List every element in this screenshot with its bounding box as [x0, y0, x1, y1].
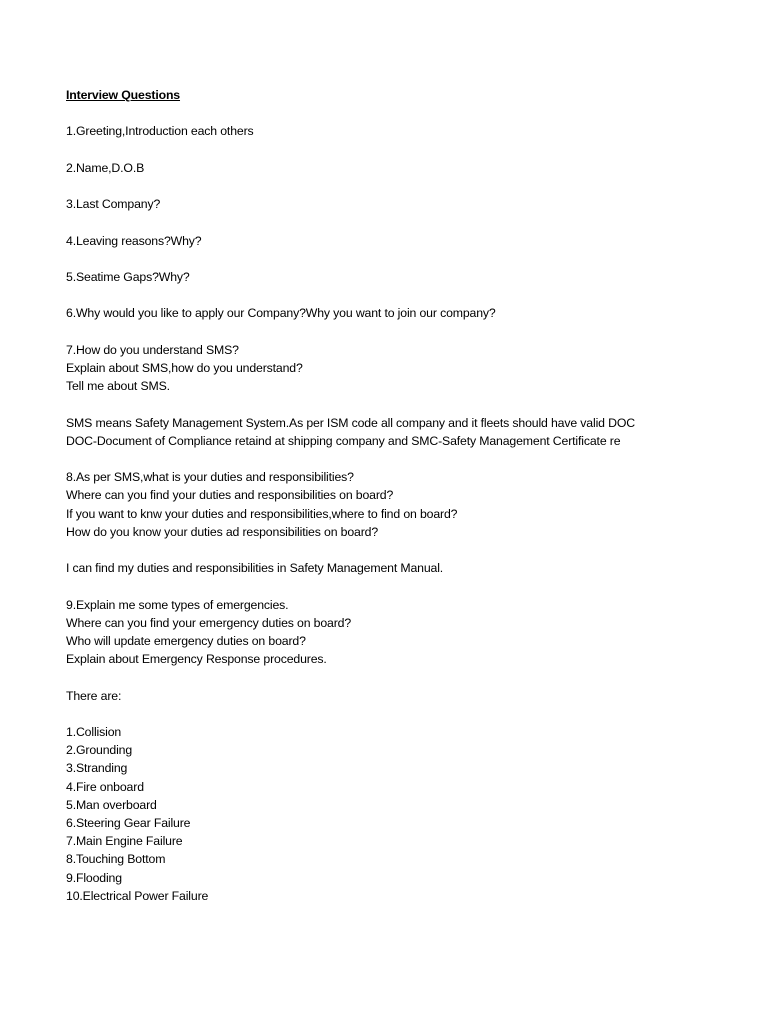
- there-are-block: [66, 687, 648, 705]
- question-line: 6.Why would you like to apply our Company?Why you want to join our company?: [66, 306, 496, 321]
- question-2: [66, 159, 648, 177]
- answer-8: [66, 559, 648, 577]
- title-block: [66, 86, 648, 104]
- answer-line: SMS means Safety Management System.As per ISM code all company and it fleets should have valid DOC: [66, 415, 635, 430]
- list-item: 4.Fire onboard: [66, 779, 144, 794]
- list-item: 1.Collision: [66, 724, 122, 739]
- list-item: 10.Electrical Power Failure: [66, 888, 209, 903]
- question-line: 5.Seatime Gaps?Why?: [66, 269, 190, 284]
- page-title: Interview Questions: [66, 88, 181, 102]
- question-7: [66, 341, 648, 396]
- list-item: 8.Touching Bottom: [66, 852, 166, 867]
- question-line: 2.Name,D.O.B: [66, 160, 145, 175]
- emergency-list: [66, 723, 648, 905]
- question-line: Where can you find your emergency duties on board?: [66, 615, 352, 630]
- question-line: How do you know your duties ad responsibilities on board?: [66, 524, 379, 539]
- answer-line: DOC-Document of Compliance retaind at shipping company and SMC-Safety Management Certificate re: [66, 433, 621, 448]
- list-item: 3.Stranding: [66, 761, 128, 776]
- answer-7: [66, 414, 648, 450]
- list-item: 2.Grounding: [66, 743, 133, 758]
- question-9: [66, 596, 648, 669]
- question-line: 7.How do you understand SMS?: [66, 342, 239, 357]
- question-5: [66, 268, 648, 286]
- answer-line: I can find my duties and responsibilities in Safety Management Manual.: [66, 561, 444, 576]
- question-line: 4.Leaving reasons?Why?: [66, 233, 202, 248]
- question-line: 3.Last Company?: [66, 197, 161, 212]
- question-6: [66, 304, 648, 322]
- there-are-label: There are:: [66, 688, 122, 703]
- question-line: Explain about SMS,how do you understand?: [66, 360, 303, 375]
- question-line: 1.Greeting,Introduction each others: [66, 124, 254, 139]
- list-item: 6.Steering Gear Failure: [66, 815, 191, 830]
- question-line: 8.As per SMS,what is your duties and responsibilities?: [66, 470, 354, 485]
- question-line: Tell me about SMS.: [66, 379, 170, 394]
- question-line: Explain about Emergency Response procedures.: [66, 652, 327, 667]
- question-line: Where can you find your duties and responsibilities on board?: [66, 488, 394, 503]
- question-1: [66, 122, 648, 140]
- question-line: 9.Explain me some types of emergencies.: [66, 597, 289, 612]
- list-item: 5.Man overboard: [66, 797, 157, 812]
- list-item: 9.Flooding: [66, 870, 122, 885]
- document-body: [66, 86, 648, 923]
- question-line: Who will update emergency duties on board?: [66, 633, 306, 648]
- question-8: [66, 468, 648, 541]
- question-3: [66, 195, 648, 213]
- question-line: If you want to knw your duties and responsibilities,where to find on board?: [66, 506, 458, 521]
- question-4: [66, 232, 648, 250]
- list-item: 7.Main Engine Failure: [66, 834, 183, 849]
